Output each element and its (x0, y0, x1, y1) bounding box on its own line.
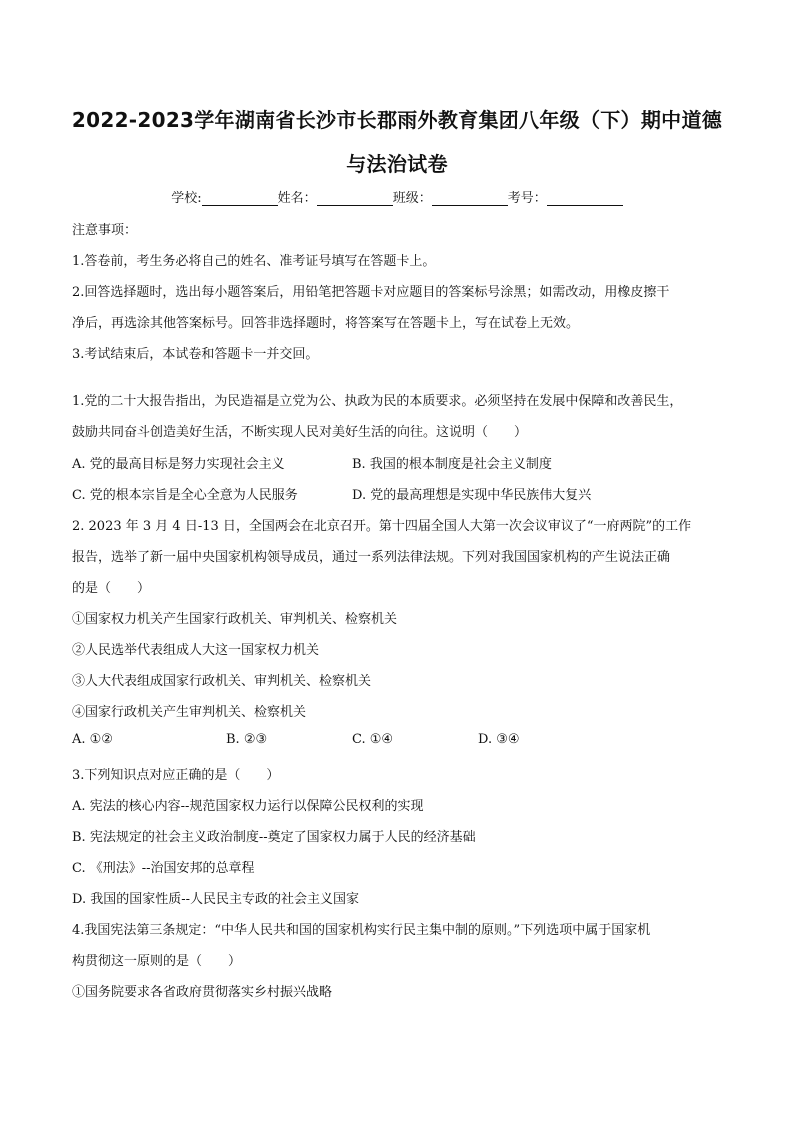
q2-statement-2: ②人民选举代表组成人大这一国家权力机关 (72, 643, 320, 658)
q4-statement-1: ①国务院要求各省政府贯彻落实乡村振兴战略 (72, 985, 333, 1000)
q3-option-a: A. 宪法的核心内容--规范国家权力运行以保障公民权利的实现 (72, 799, 424, 814)
q4-stem-line1: 4.我国宪法第三条规定：“中华人民共和国的国家机构实行民主集中制的原则。”下列选项中属于国家机 (72, 923, 651, 938)
class-blank (432, 191, 508, 206)
exam-title-line1: 2022-2023学年湖南省长沙市长郡雨外教育集团八年级（下）期中道德 (71, 108, 723, 132)
q2-statement-4: ④国家行政机关产生审判机关、检察机关 (72, 705, 307, 720)
q3-option-b: B. 宪法规定的社会主义政治制度--奠定了国家权力属于人民的经济基础 (72, 830, 476, 845)
q1-option-b: B. 我国的根本制度是社会主义制度 (352, 457, 552, 472)
q4-stem-line2: 构贯彻这一原则的是（ ） (72, 954, 242, 969)
name-blank (317, 191, 393, 206)
name-label: 姓名： (277, 191, 317, 206)
q2-statement-3: ③人大代表组成国家行政机关、审判机关、检察机关 (72, 674, 372, 689)
notice-item-2-line1: 2.回答选择题时，选出每小题答案后，用铅笔把答题卡对应题目的答案标号涂黑；如需改动，用橡皮擦干 (72, 285, 670, 300)
number-label: 考号： (507, 191, 547, 206)
q2-option-c: C. ①④ (352, 732, 394, 747)
q2-stem-line1: 2. 2023 年 3 月 4 日-13 日，全国两会在北京召开。第十四届全国人大第一次会议审议了“一府两院”的工作 (72, 519, 692, 534)
class-label: 班级： (392, 191, 432, 206)
q3-option-d: D. 我国的国家性质--人民民主专政的社会主义国家 (72, 892, 360, 907)
q1-option-c: C. 党的根本宗旨是全心全意为人民服务 (72, 488, 298, 503)
school-label: 学校: (171, 191, 202, 206)
q2-statement-1: ①国家权力机关产生国家行政机关、审判机关、检察机关 (72, 612, 398, 627)
number-blank (547, 191, 623, 206)
q2-option-b: B. ②③ (226, 732, 268, 747)
q3-stem: 3.下列知识点对应正确的是（ ） (72, 768, 280, 783)
q2-option-d: D. ③④ (478, 732, 520, 747)
q2-stem-line3: 的是（ ） (72, 581, 151, 596)
notice-item-1: 1.答卷前，考生务必将自己的姓名、准考证号填写在答题卡上。 (72, 254, 436, 269)
notice-item-2-line2: 净后，再选涂其他答案标号。回答非选择题时，将答案写在答题卡上，写在试卷上无效。 (72, 316, 580, 331)
q1-option-d: D. 党的最高理想是实现中华民族伟大复兴 (352, 488, 592, 503)
q1-stem-line1: 1.党的二十大报告指出，为民造福是立党为公、执政为民的本质要求。必须坚持在发展中保障和改善民生， (72, 394, 683, 409)
q2-stem-line2: 报告，选举了新一届中央国家机构领导成员，通过一系列法律法规。下列对我国国家机构的产生说法正确 (72, 550, 671, 565)
q1-stem-line2: 鼓励共同奋斗创造美好生活，不断实现人民对美好生活的向往。这说明（ ） (72, 425, 528, 440)
q1-option-a: A. 党的最高目标是努力实现社会主义 (72, 457, 285, 472)
q2-option-a: A. ①② (72, 732, 113, 747)
notice-heading: 注意事项： (72, 223, 138, 238)
q3-option-c: C. 《刑法》--治国安邦的总章程 (72, 861, 255, 876)
school-blank (202, 191, 278, 206)
notice-item-3: 3.考试结束后，本试卷和答题卡一并交回。 (72, 347, 319, 362)
student-info-row (0, 187, 794, 206)
exam-title-line2: 与法治试卷 (346, 152, 448, 176)
